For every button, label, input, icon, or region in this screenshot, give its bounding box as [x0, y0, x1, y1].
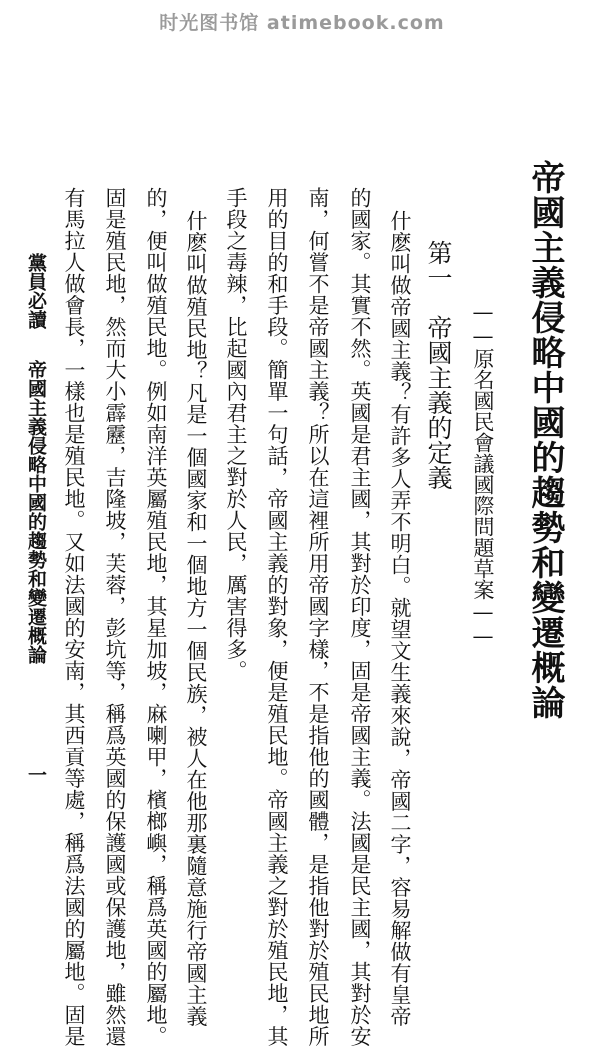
footer-page-number: 一: [25, 765, 47, 784]
footer-series-label: 黨員必讀: [25, 253, 47, 329]
footer-running-title: 帝國主義侵略中國的趨勢和變遷概論: [25, 360, 47, 664]
page-title: 帝國主義侵略中國的趨勢和變遷概論: [525, 160, 565, 720]
body-line: 有馬拉人做會長，一樣也是殖民地。又如法國的安南，其西貢等處，稱爲法國的屬地。固是: [62, 187, 86, 1047]
body-line: 用的目的和手段。簡單一句話，帝國主義的對象，便是殖民地。帝國主義之對於殖民地，其: [265, 187, 289, 1047]
body-line: 的國家。其實不然。英國是君主國，其對於印度，固是帝國主義。法國是民主國，其對於安: [348, 187, 372, 1047]
body-line: 固是殖民地，然而大小霹靂，吉隆坡，芙蓉，彭坑等，稱爲英國的保護國或保護地，雖然還: [103, 187, 127, 1047]
body-line: 南，何嘗不是帝國主義？所以在這裡所用帝國字樣，不是指他的國體，是指他對於殖民地所: [306, 187, 330, 1047]
body-line: 什麽叫做殖民地？凡是一個國家和一個地方一個民族，被人在他那裏隨意施行帝國主義: [184, 210, 208, 1027]
body-line: 手段之毒辣，比起國內君主之對於人民，厲害得多。: [224, 187, 248, 682]
subtitle: ——原名國民會議國際問題草案——: [471, 300, 495, 648]
body-line: 什麽叫做帝國主義？有許多人弄不明白。就望文生義來說，帝國二字，容易解做有皇帝: [388, 210, 412, 1027]
section-heading: 第一 帝國主義的定義: [424, 240, 453, 490]
watermark: 时光图书馆 atimebook.com: [159, 12, 445, 34]
body-line: 的，便叫做殖民地。例如南洋英屬殖民地，其星加坡，麻喇甲，檳榔嶼，稱爲英國的屬地。: [144, 187, 168, 1047]
